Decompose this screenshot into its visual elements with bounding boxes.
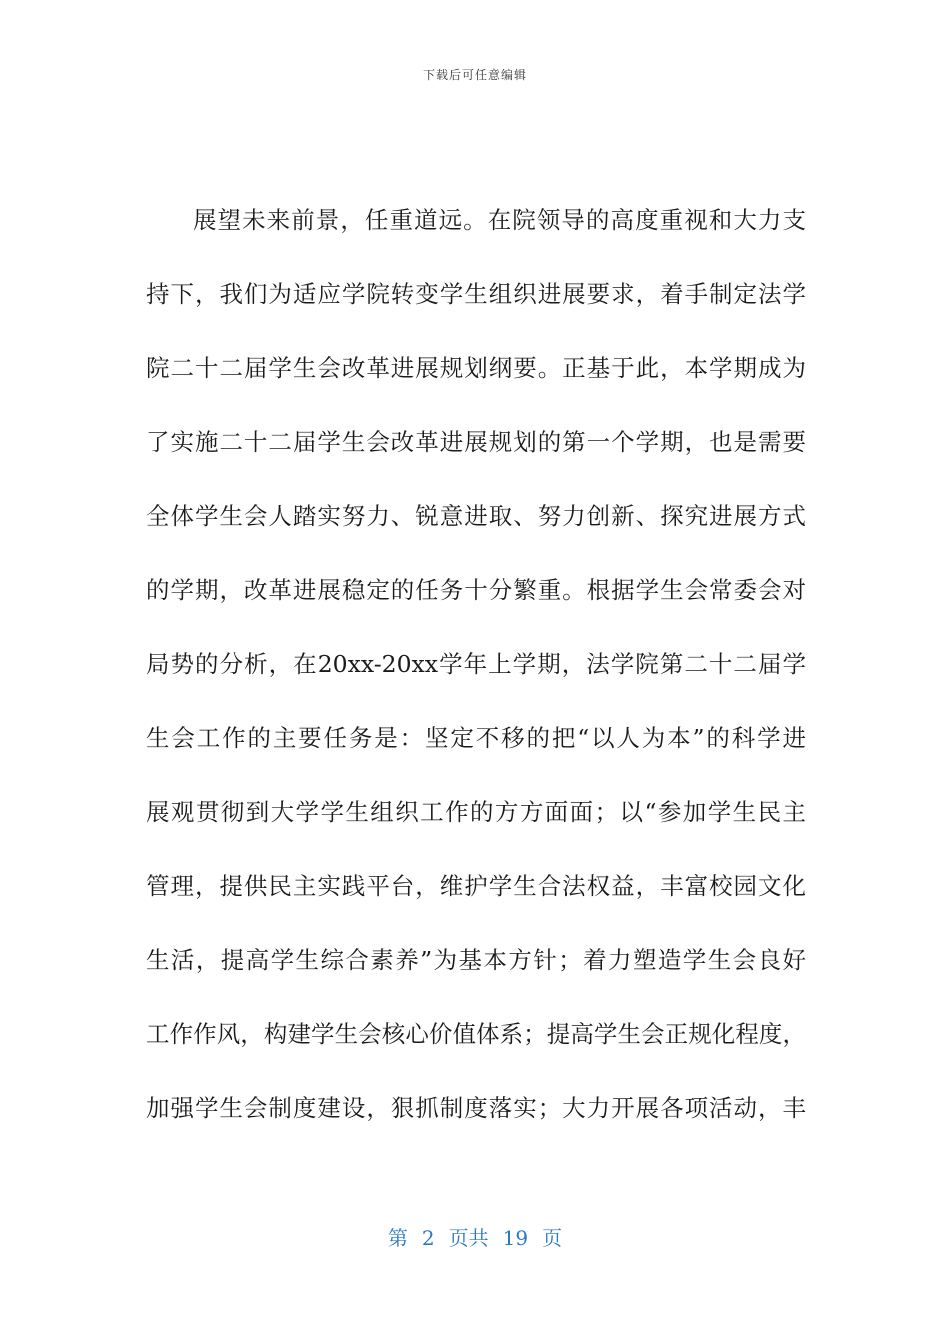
footer-prefix: 第 [387, 1226, 408, 1250]
paragraph-line: 加强学生会制度建设，狠抓制度落实；大力开展各项活动，丰 [146, 1094, 806, 1122]
footer-suffix: 页 [542, 1226, 563, 1250]
paragraph-line: 展望未来前景，任重道远。在院领导的高度重视和大力支 [193, 206, 806, 234]
paragraph-line: 局势的分析，在20xx-20xx学年上学期，法学院第二十二届学 [146, 650, 806, 678]
page-header-note: 下载后可任意编辑 [422, 68, 527, 82]
paragraph-line: 展观贯彻到大学学生组织工作的方方面面；以“参加学生民主 [146, 798, 806, 826]
paragraph-line: 生会工作的主要任务是：坚定不移的把“以人为本”的科学进 [146, 724, 806, 752]
paragraph-line: 了实施二十二届学生会改革进展规划的第一个学期，也是需要 [146, 428, 806, 456]
paragraph-line: 持下，我们为适应学院转变学生组织进展要求，着手制定法学 [146, 280, 806, 308]
paragraph-line: 生活，提高学生综合素养”为基本方针；着力塑造学生会良好 [146, 946, 806, 974]
paragraph-line: 工作作风，构建学生会核心价值体系；提高学生会正规化程度， [146, 1020, 806, 1048]
current-page-number: 2 [421, 1226, 435, 1250]
footer-middle: 页共 [448, 1226, 489, 1250]
total-page-count: 19 [502, 1226, 529, 1250]
paragraph-line: 的学期，改革进展稳定的任务十分繁重。根据学生会常委会对 [146, 576, 806, 604]
paragraph-line: 院二十二届学生会改革进展规划纲要。正基于此，本学期成为 [146, 354, 806, 382]
paragraph-line: 管理，提供民主实践平台，维护学生合法权益，丰富校园文化 [146, 872, 806, 900]
page-footer [0, 1222, 950, 1251]
paragraph-line: 全体学生会人踏实努力、锐意进取、努力创新、探究进展方式 [146, 502, 806, 530]
document-body [146, 190, 806, 1152]
